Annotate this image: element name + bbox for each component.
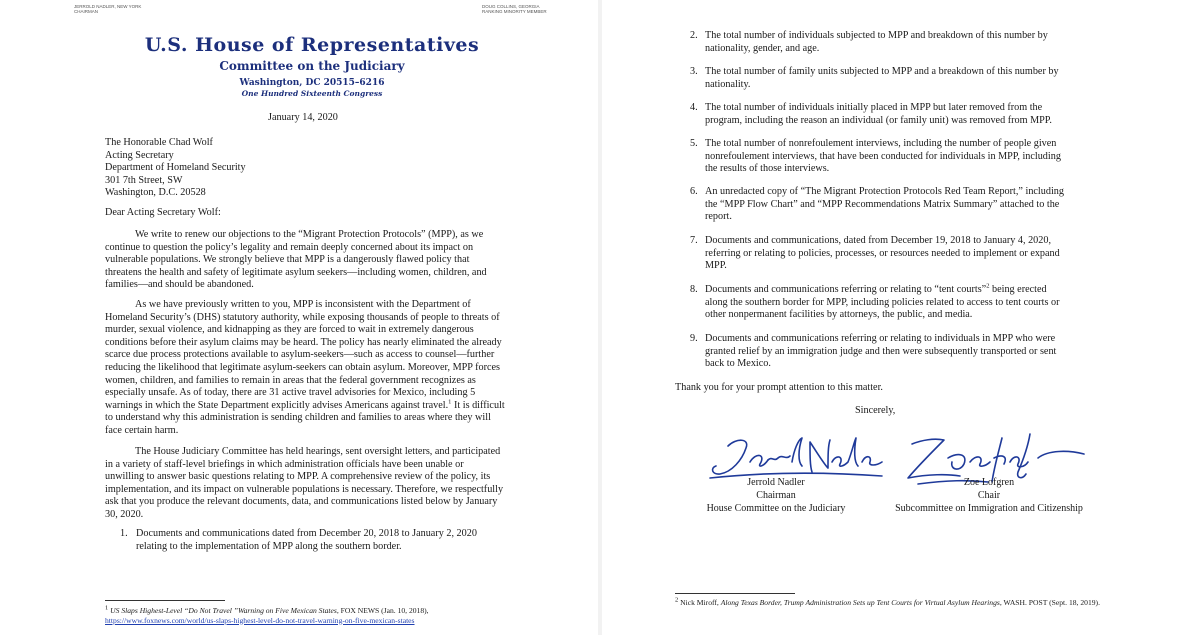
item-text: The total number of family units subjected to MPP and a breakdown of this number by nationality. xyxy=(705,66,1059,90)
item-text: Documents and communications referring or relating to individuals in MPP who were granted relief by an immigration judge and then were subsequently transported or sent back to Mexico. xyxy=(705,333,1057,370)
item-number: 9. xyxy=(690,333,698,344)
signer-org: Subcommittee on Immigration and Citizenship xyxy=(895,503,1083,514)
signer-name: Jerrold Nadler xyxy=(747,477,805,488)
request-item-1 xyxy=(120,528,500,553)
body-paragraph-2: As we have previously written to you, MPP is inconsistent with the Department of Homeland Security’s (DHS) statutory authority, while exposing thousands of people to threats of murder, sexual violence, and kidnapping as they are forced to wait in extremely dangerous conditions before their asylum claims may be heard. The policy has nearly eliminated the already scarce due process protections available to asylum-seekers—such as access to counsel—further reducing the likelihood that legitimate asylum-seekers can obtain asylum. Moreover, MPP forces women, children, and families to remain in areas that the federal government recognizes as especially unsafe. As of today, there are 31 active travel advisories for Mexico, including 5 warnings in which the State Department explicitly advises Americans against travel.$^1$ It is difficult to understand why this administration is sending children and families to areas where they will face certain harm. xyxy=(105,299,505,436)
body-paragraph-1: We write to renew our objections to the “Migrant Protection Protocols” (MPP), as we continue to question the policy’s legality and remain deeply concerned about its impact on vulnerable populations. We strongly believe that MPP is a dangerously flawed policy that threatens the health and safety of legitimate asylum seekers—including women, children, and families—and should be abandoned. xyxy=(105,229,487,291)
footnote-title: Along Texas Border, Trump Administration Sets up Tent Courts for Virtual Asylum Hearings xyxy=(720,598,1000,607)
body-paragraph-3: The House Judiciary Committee has held hearings, sent oversight letters, and participated in a variety of staff-level briefings in which administration officials have been unable or unwilling to answer basic questions relating to MPP. A comprehensive review of the policy, its implementation, and its impact on vulnerable populations is necessary. Therefore, we respectfully ask that you produce the relevant documents, data, and communications listed below by January 30, 2020. xyxy=(105,446,504,520)
signer-title: Chairman xyxy=(756,490,796,501)
footnote-2: $^2$ Nick Miroff, Along Texas Border, Trump Administration Sets up Tent Courts for Virtual Asylum Hearings, WASH. POST (Sept. 18, 2019). xyxy=(675,596,1100,607)
item-number: 4. xyxy=(690,102,698,113)
item-text: Documents and communications dated from December 20, 2018 to January 2, 2020 relating to the implementation of MPP along the southern border. xyxy=(136,528,477,552)
footnote-divider xyxy=(675,593,795,594)
item-number: 5. xyxy=(690,138,698,149)
address-line: 301 7th Street, SW xyxy=(105,174,183,186)
item-text: An unredacted copy of “The Migrant Protection Protocols Red Team Report,” including the “MPP Flow Chart” and “MPP Recommendations Matrix Summary” attached to the report. xyxy=(705,186,1064,223)
closing-sincerely: Sincerely, xyxy=(855,405,896,416)
address-line: The Honorable Chad Wolf xyxy=(105,137,213,148)
letter-page-2 xyxy=(606,0,1200,635)
signer-lofgren xyxy=(889,476,1089,515)
item-text: Documents and communications referring or relating to “tent courts”$^2$ being erected along the southern border for MPP, including policies related to access to tent courts or other nonpermanent facilities by attorneys, the public, and media. xyxy=(705,282,1060,321)
request-item-2 xyxy=(690,30,1070,55)
item-text: Documents and communications, dated from December 19, 2018 to January 4, 2020, referring or relating to policies, processes, or resources needed to implement or expand MPP. xyxy=(705,235,1060,272)
salutation: Dear Acting Secretary Wolf: xyxy=(105,207,221,218)
letterhead-address: Washington, DC 20515–6216 xyxy=(239,78,385,88)
ranking-member-title: RANKING MINORITY MEMBER xyxy=(482,9,547,14)
closing-thanks: Thank you for your prompt attention to this matter. xyxy=(675,382,883,393)
signer-title: Chair xyxy=(977,490,1001,501)
address-line: Department of Homeland Security xyxy=(105,162,246,174)
signer-nadler xyxy=(698,476,854,515)
footnote-ref-2: 2 xyxy=(986,282,990,290)
letterhead-committee: Committee on the Judiciary xyxy=(219,59,405,73)
address-line: Washington, D.C. 20528 xyxy=(105,187,206,199)
letter-date: January 14, 2020 xyxy=(268,112,338,123)
signer-org: House Committee on the Judiciary xyxy=(706,503,846,514)
ranking-member-name: DOUG COLLINS, GEORGIA xyxy=(482,4,540,9)
request-item-7 xyxy=(690,235,1070,273)
request-item-6 xyxy=(690,186,1070,224)
item-number: 8. xyxy=(690,284,698,295)
page-divider xyxy=(598,0,602,635)
request-item-3 xyxy=(690,66,1070,91)
item-number: 2. xyxy=(690,30,698,41)
chairman-title: CHAIRMAN xyxy=(74,9,99,14)
signer-name: Zoe Lofgren xyxy=(963,477,1015,488)
item-text: The total number of individuals subjected to MPP and breakdown of this number by nationality, gender, and age. xyxy=(705,30,1048,54)
footnote-ref-1: 1 xyxy=(448,398,452,406)
footnote-link[interactable]: https://www.foxnews.com/world/us-slaps-highest-level-do-not-travel-warning-on-five-mexican-states xyxy=(105,615,415,625)
item-number: 6. xyxy=(690,186,698,197)
item-number: 1. xyxy=(120,528,128,539)
item-number: 3. xyxy=(690,66,698,77)
letter-page-1 xyxy=(0,0,594,635)
address-line: Acting Secretary xyxy=(105,149,174,161)
recipient-address xyxy=(105,137,405,200)
request-item-8 xyxy=(690,284,1070,322)
letterhead-congress: One Hundred Sixteenth Congress xyxy=(241,89,383,98)
request-item-5 xyxy=(690,138,1070,176)
ranking-member-header xyxy=(482,4,547,14)
footnote-title: US Slaps Highest-Level “Do Not Travel ”Warning on Five Mexican States xyxy=(110,606,337,615)
item-text: The total number of nonrefoulement interviews, including the number of people given nonrefoulement interviews, that have been conducted for individuals in MPP, including the results of those interviews. xyxy=(705,138,1061,175)
request-item-9 xyxy=(690,333,1070,371)
footnote-divider xyxy=(105,600,225,601)
chairman-header xyxy=(74,4,141,14)
letterhead-house: U.S. House of Representatives xyxy=(144,34,480,56)
letterhead xyxy=(112,34,512,99)
footnote-1: $^1$ US Slaps Highest-Level “Do Not Travel ”Warning on Five Mexican States, FOX NEWS (Jan. 10, 2018), https://www.foxnews.com/world/us-slaps-highest-level-do-not-travel-warning-on-five-mexican-states xyxy=(105,604,429,625)
request-item-4 xyxy=(690,102,1070,127)
chairman-name: JERROLD NADLER, NEW YORK xyxy=(74,4,142,9)
item-number: 7. xyxy=(690,235,698,246)
item-text: The total number of individuals initially placed in MPP but later removed from the program, including the reason an individual (or family unit) was removed from MPP. xyxy=(705,102,1052,126)
